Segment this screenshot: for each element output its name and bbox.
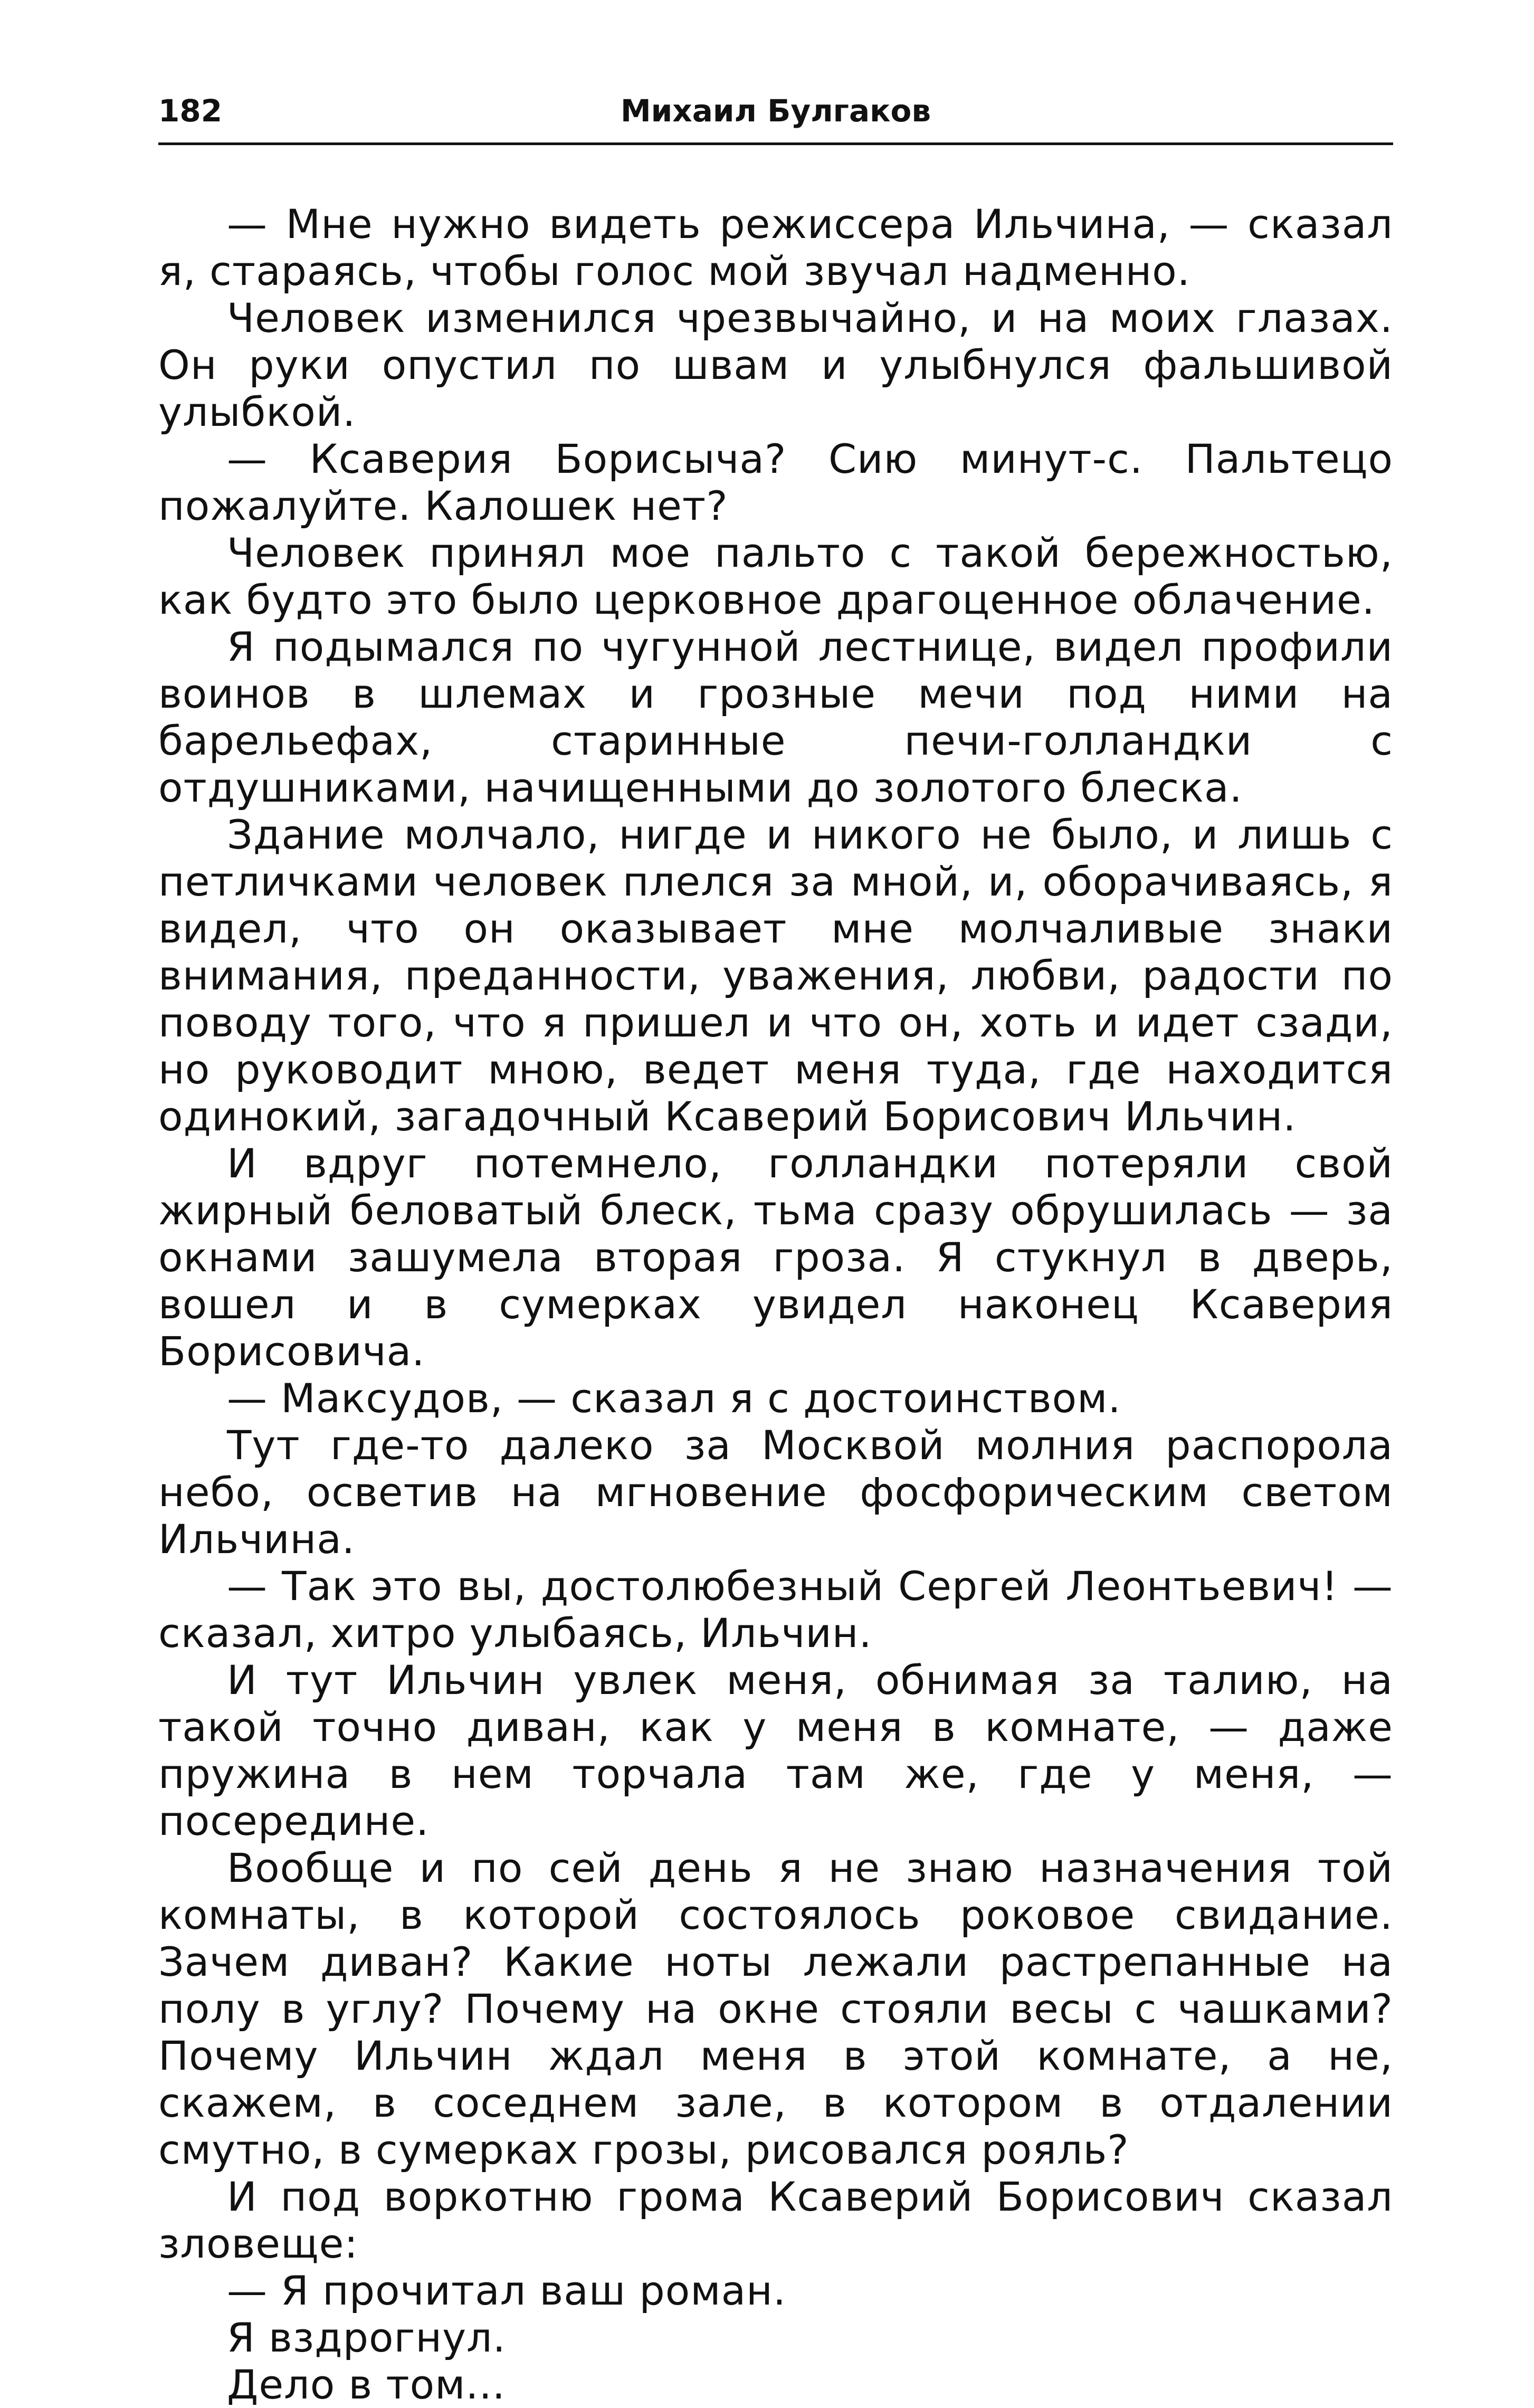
running-head [158, 79, 1393, 145]
paragraph: И тут Ильчин увлек меня, обнимая за талию, на такой точно диван, как у меня в комнате, — даже пружина в нем торчала там же, где у меня, — посередине. [158, 1657, 1393, 1844]
paragraph: Человек изменился чрезвычайно, и на моих глазах. Он руки опустил по швам и улыбнулся фальшивой улыбкой. [158, 294, 1393, 435]
paragraph: Я вздрогнул. [227, 2314, 506, 2361]
paragraph: — Ксаверия Борисыча? Сию минут-с. Пальтецо пожалуйте. Калошек нет? [158, 435, 1393, 529]
paragraph: Я подымался по чугунной лестнице, видел профили воинов в шлемах и грозные мечи под ними на барельефах, старинные печи-голландки с отдушниками, начищенными до золотого блеска. [158, 623, 1393, 811]
paragraph: — Мне нужно видеть режиссера Ильчина, — сказал я, стараясь, чтобы голос мой звучал надменно. [158, 201, 1393, 294]
paragraph: Дело в том... [227, 2361, 506, 2408]
page-number: 182 [158, 93, 223, 129]
paragraph: Вообще и по сей день я не знаю назначения той комнаты, в которой состоялось роковое свидание. Зачем диван? Какие ноты лежали растрепанные на полу в углу? Почему на окне стояли весы с чашками? Почему Ильчин ждал меня в этой комнате, а не, скажем, в соседнем зале, в котором в отдалении смутно, в сумерках грозы, рисовался рояль? [158, 1844, 1393, 2173]
paragraph: Тут где-то далеко за Москвой молния распорола небо, осветив на мгновение фосфорическим светом Ильчина. [158, 1422, 1393, 1563]
paragraph: Здание молчало, нигде и никого не было, и лишь с петличками человек плелся за мной, и, оборачиваясь, я видел, что он оказывает мне молчаливые знаки внимания, преданности, уважения, любви, радости по поводу того, что я пришел и что он, хоть и идет сзади, но руководит мною, ведет меня туда, где находится одинокий, загадочный Ксаверий Борисович Ильчин. [158, 811, 1393, 1140]
running-head-author: Михаил Булгаков [620, 93, 931, 129]
paragraph: — Я прочитал ваш роман. [227, 2267, 786, 2314]
paragraph: И вдруг потемнело, голландки потеряли свой жирный беловатый блеск, тьма сразу обрушилась — за окнами зашумела вторая гроза. Я стукнул в дверь, вошел и в сумерках увидел наконец Ксаверия Борисовича. [158, 1140, 1393, 1375]
paragraph: — Так это вы, достолюбезный Сергей Леонтьевич! — сказал, хитро улыбаясь, Ильчин. [158, 1563, 1393, 1657]
paragraph: И под воркотню грома Ксаверий Борисович сказал зловеще: [158, 2173, 1393, 2267]
paragraph: — Максудов, — сказал я с достоинством. [227, 1375, 1121, 1422]
paragraph: Человек принял мое пальто с такой бережностью, как будто это было церковное драгоценное облачение. [158, 529, 1393, 623]
body-text [158, 201, 1393, 2408]
